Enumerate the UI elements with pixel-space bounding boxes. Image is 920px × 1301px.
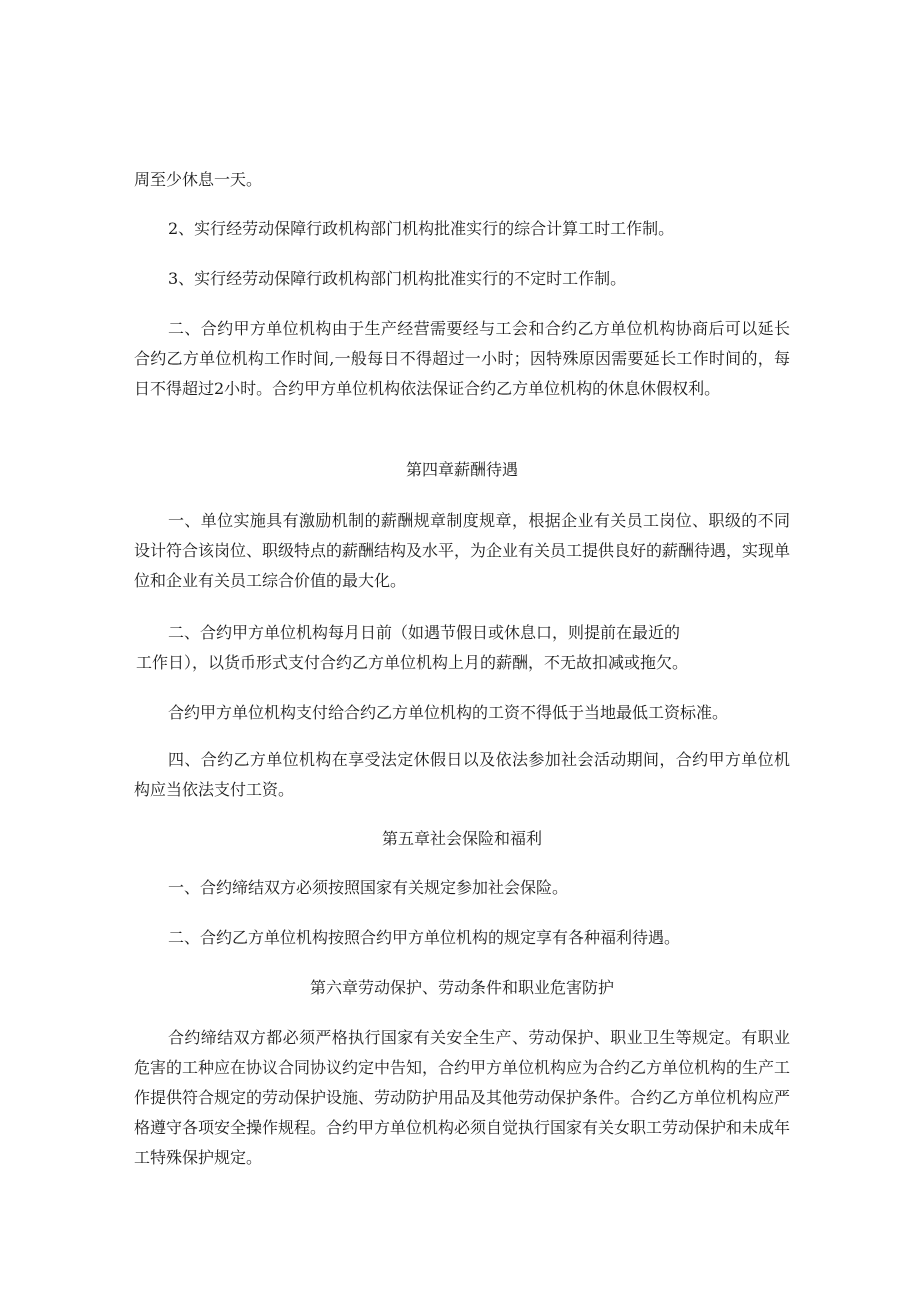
paragraph-ch5-2: 二、合约乙方单位机构按照合约甲方单位机构的规定享有各种福利待遇。: [168, 928, 681, 947]
paragraph-ch5-1: 一、合约缔结双方必须按照国家有关规定参加社会保险。: [168, 878, 569, 897]
chapter-5-title: 第五章社会保险和福利: [381, 829, 542, 848]
paragraph-item-3: 3、实行经劳动保障行政机构部门机构批准实行的不定时工作制。: [168, 269, 627, 288]
chapter-6-title: 第六章劳动保护、劳动条件和职业危害防护: [309, 978, 614, 997]
paragraph-overtime: 二、合约甲方单位机构由于生产经营需要经与工会和合约乙方单位机构协商后可以延长合约乙方单位机构工作时间,一般每日不得超过一小时；因特殊原因需要延长工作时间的，每日不得超过2小时。合约甲方单位机构依法保证合约乙方单位机构的休息休假权利。: [134, 319, 790, 398]
paragraph-ch6-1: 合约缔结双方都必须严格执行国家有关安全生产、劳动保护、职业卫生等规定。有职业危害的工种应在协议合同协议约定中告知，合约甲方单位机构应为合约乙方单位机构的生产工作提供符合规定的劳动保护设施、劳动防护用品及其他劳动保护条件。合约乙方单位机构应严格遵守各项安全操作规程。合约甲方单位机构必须自觉执行国家有关女职工劳动保护和未成年工特殊保护规定。: [134, 1028, 791, 1167]
paragraph-ch4-3: 合约甲方单位机构支付给合约乙方单位机构的工资不得低于当地最低工资标准。: [168, 703, 729, 722]
paragraph-ch4-4: 四、合约乙方单位机构在享受法定休假日以及依法参加社会活动期间，合约甲方单位机构应当依法支付工资。: [134, 750, 790, 799]
paragraph-ch4-2-line2: 工作日），以货币形式支付合约乙方单位机构上月的薪酬，不无故扣减或拖欠。: [136, 653, 689, 672]
paragraph-rest-day: 周至少休息一天。: [134, 170, 263, 189]
paragraph-ch4-1: 一、单位实施具有激励机制的薪酬规章制度规章，根据企业有关员工岗位、职级的不同设计符合该岗位、职级特点的薪酬结构及水平，为企业有关员工提供良好的薪酬待遇，实现单位和企业有关员工综合价值的最大化。: [134, 511, 791, 590]
paragraph-item-2: 2、实行经劳动保障行政机构部门机构批准实行的综合计算工时工作制。: [168, 219, 675, 238]
paragraph-ch4-2-line1: 二、合约甲方单位机构每月日前（如遇节假日或休息口，则提前在最近的: [168, 623, 681, 642]
chapter-4-title: 第四章薪酬待遇: [405, 460, 518, 479]
